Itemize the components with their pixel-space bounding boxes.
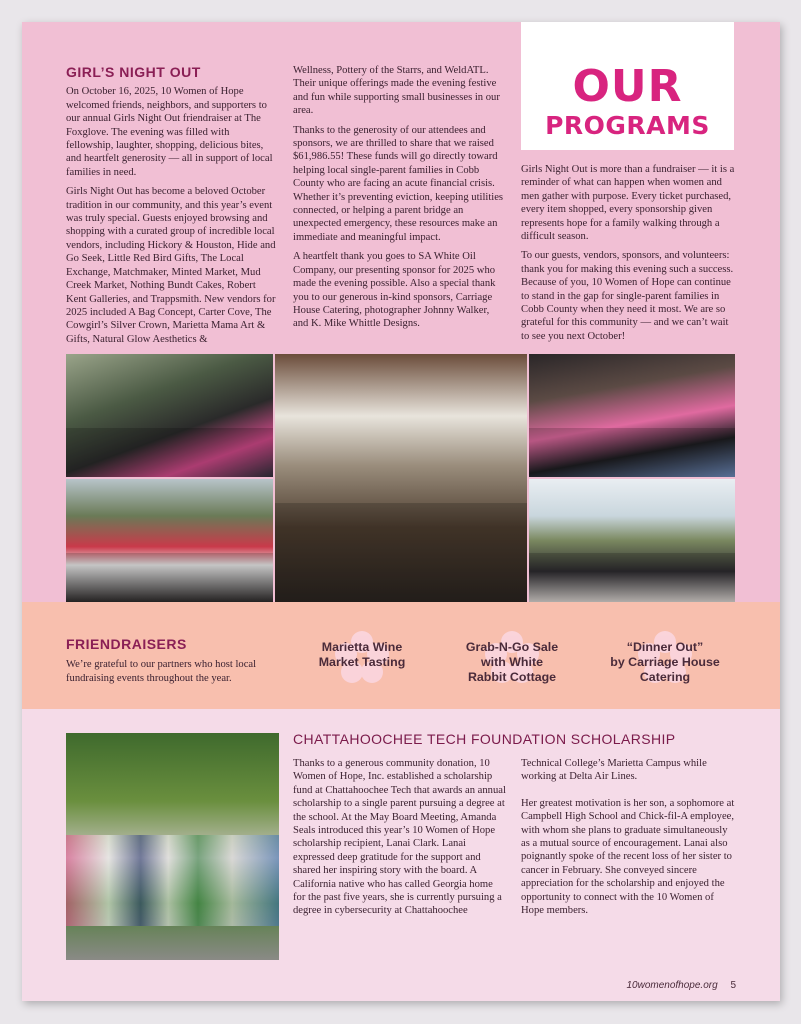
banner-our: OUR [572,61,683,112]
paragraph: Girls Night Out is more than a fundraiser — it is a reminder of what can happen when women and men gather with purpose. Every ticket purchased, every item shopped, every sponsorship given represents hope for a family walking through a difficult season. [521,164,735,243]
paragraph: A heartfelt thank you goes to SA White Oil Company, our presenting sponsor for 2025 who made the evening possible. Also a special thank you to our generous in-kind sponsors, Carriage House Catering, photographer Johnny Walker, and K. Mike Whittle Designs. [293,251,496,330]
paragraph: Her greatest motivation is her son, a sophomore at Campbell High School and Chick-fil-A employee, with whom she plans to graduate simultaneously as a mutual source of encouragement. Lanai also poignantly spoke of the recent loss of her sister to cancer in February. She conveyed sincere appreciation for the scholarship and enjoyed the opportunity to connect with the 10 Women of Hope members. [521,797,735,917]
section-title: FRIENDRAISERS [66,636,187,652]
paragraph: Thanks to the generosity of our attendees and sponsors, we are thrilled to share that we raised $61,986.55! These funds will go directly toward helping local single-parent families in Cobb County who are facing an acute financial crisis. Whether it’s preventing eviction, keeping utilities connected, or helping a parent bridge an unexpected emergency, these resources make an immediate and meaningful impact. [293,124,504,243]
paragraph: To our guests, vendors, sponsors, and volunteers: thank you for making this evening such a success. Because of you, 10 Women of Hope can continue to stand in the gap for single-parent families in Cobb County when they need it most. We are so grateful for this community — and we can’t wait to see you next October! [521,250,734,342]
event-photo [66,354,273,477]
section-title: CHATTAHOOCHEE TECH FOUNDATION SCHOLARSHIP [293,731,676,747]
paragraph: Wellness, Pottery of the Starrs, and WeldATL. Their unique offerings made the evening festive and fun while supporting small businesses in our area. [293,65,500,117]
scholarship-column-2 [521,757,735,930]
paragraph: Girls Night Out has become a beloved October tradition in our community, and this year’s event was truly special. Guests enjoyed browsing and shopping with a curated group of incredible local vendors, including Hickory & Houston, Hide and Go Seek, Little Red Bird Gifts, The Local Exchange, Matchmaker, Minted Market, Mud Creek Market, Nothing Bundt Cakes, Robert Kent Galleries, and Trappsmith. New vendors for 2025 included A Bag Concept, Carter Cove, The Cowgirl’s Silver Crown, Marietta Mama Art & Gifts, Natural Glow Aesthetics & [66,186,276,345]
paragraph: Technical College’s Marietta Campus while working at Delta Air Lines. [521,758,707,783]
section-title: GIRL’S NIGHT OUT [66,64,201,80]
event-line: by Carriage House [610,655,720,669]
article-column-3 [521,163,735,349]
article-column-2 [293,64,507,337]
event-photo [529,354,735,477]
scholarship-group-photo [66,733,279,960]
page-footer [626,980,736,991]
friendraisers-description: We’re grateful to our partners who host local fundraising events throughout the year. [66,659,257,684]
friendraiser-event [595,640,735,685]
event-line: Grab-N-Go Sale [465,640,559,654]
page-number: 5 [730,980,736,991]
event-line: Rabbit Cottage [467,670,557,684]
event-photo [66,479,273,602]
friendraiser-event [292,640,432,670]
event-line: Catering [639,670,691,684]
scholarship-column-1 [293,757,507,931]
event-photo [275,354,527,602]
event-line: Marietta Wine [321,640,403,654]
girls-night-out-section [22,22,780,354]
event-line: with White [481,655,543,669]
scholarship-section [22,709,780,1001]
event-line: Market Tasting [318,655,406,669]
friendraisers-section [22,602,780,709]
article-column-1 [66,66,278,352]
friendraiser-event [442,640,582,685]
event-photo [529,479,735,602]
newsletter-page [22,22,780,1001]
banner-programs: PROGRAMS [545,111,710,140]
website-url: 10womenofhope.org [626,980,718,991]
event-line: “Dinner Out” [626,640,704,654]
event-photo-collage [66,354,735,602]
paragraph: Thanks to a generous community donation, 10 Women of Hope, Inc. established a scholarship fund at Chattahoochee Tech that awards an annual scholarship to a single parent pursuing a degree at the school. At the May Board Meeting, Amanda Seals introduced this year’s 10 Women of Hope scholarship recipient, Lanai Clark. Lanai expressed deep gratitude for the support and shared her inspiring story with the board. A California native who has called Georgia home for the past five years, she is currently pursuing a degree in cybersecurity at Chattahoochee [293,758,506,917]
paragraph: On October 16, 2025, 10 Women of Hope welcomed friends, neighbors, and supporters to our annual Girls Night Out friendraiser at The Foxglove. The evening was filled with fellowship, laughter, shopping, delicious bites, and heartfelt generosity — all in support of local families in need. [66,86,273,178]
our-programs-banner [521,22,734,150]
